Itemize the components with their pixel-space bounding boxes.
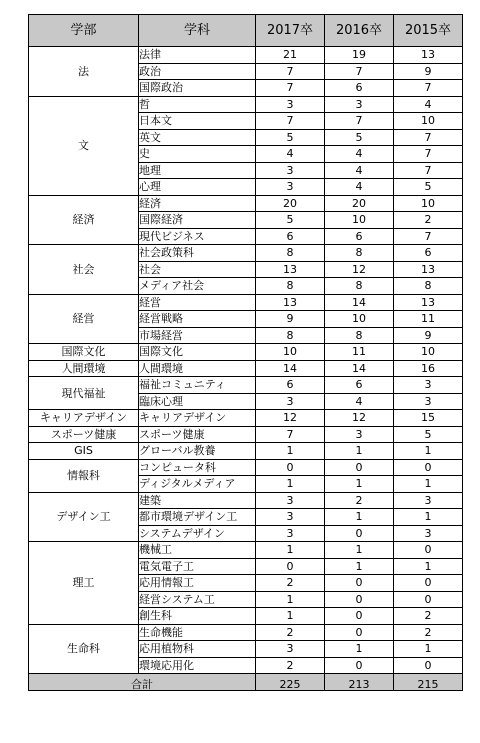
count-cell-2017: 7: [256, 63, 325, 80]
count-cell-2016: 19: [325, 47, 394, 64]
table-row: [29, 542, 463, 559]
header-row: [29, 15, 463, 47]
department-cell: キャリアデザイン: [139, 410, 256, 427]
count-cell-2015: 15: [394, 410, 463, 427]
count-cell-2016: 1: [325, 542, 394, 559]
department-cell: 都市環境デザイン工: [139, 509, 256, 526]
faculty-cell: 社会: [29, 245, 139, 295]
count-cell-2015: 8: [394, 278, 463, 295]
department-cell: 経営: [139, 294, 256, 311]
header-year-2016: 2016卒: [325, 15, 394, 47]
department-cell: 経営システム工: [139, 591, 256, 608]
department-cell: 臨床心理: [139, 393, 256, 410]
count-cell-2015: 1: [394, 509, 463, 526]
count-cell-2017: 5: [256, 212, 325, 229]
count-cell-2015: 1: [394, 443, 463, 460]
count-cell-2016: 12: [325, 261, 394, 278]
count-cell-2016: 0: [325, 657, 394, 674]
count-cell-2016: 0: [325, 624, 394, 641]
count-cell-2015: 9: [394, 327, 463, 344]
count-cell-2016: 4: [325, 179, 394, 196]
count-cell-2015: 3: [394, 393, 463, 410]
count-cell-2016: 11: [325, 344, 394, 361]
faculty-cell: 文: [29, 96, 139, 195]
count-cell-2016: 8: [325, 327, 394, 344]
count-cell-2017: 20: [256, 195, 325, 212]
count-cell-2015: 3: [394, 525, 463, 542]
faculty-cell: GIS: [29, 443, 139, 460]
department-cell: システムデザイン: [139, 525, 256, 542]
department-cell: 現代ビジネス: [139, 228, 256, 245]
table-row: [29, 360, 463, 377]
count-cell-2016: 10: [325, 311, 394, 328]
count-cell-2016: 4: [325, 146, 394, 163]
count-cell-2015: 9: [394, 63, 463, 80]
count-cell-2015: 3: [394, 377, 463, 394]
faculty-cell: 人間環境: [29, 360, 139, 377]
count-cell-2016: 14: [325, 294, 394, 311]
department-cell: 福祉コミュニティ: [139, 377, 256, 394]
faculty-cell: 法: [29, 47, 139, 97]
count-cell-2015: 2: [394, 624, 463, 641]
count-cell-2017: 13: [256, 261, 325, 278]
count-cell-2016: 1: [325, 476, 394, 493]
count-cell-2016: 5: [325, 129, 394, 146]
count-cell-2015: 10: [394, 344, 463, 361]
count-cell-2017: 1: [256, 608, 325, 625]
count-cell-2016: 1: [325, 558, 394, 575]
table-row: [29, 410, 463, 427]
count-cell-2015: 2: [394, 608, 463, 625]
department-cell: 哲: [139, 96, 256, 113]
department-cell: 社会政策科: [139, 245, 256, 262]
count-cell-2017: 2: [256, 575, 325, 592]
department-cell: 国際政治: [139, 80, 256, 97]
count-cell-2015: 0: [394, 542, 463, 559]
count-cell-2017: 3: [256, 393, 325, 410]
department-cell: 地理: [139, 162, 256, 179]
department-cell: 建築: [139, 492, 256, 509]
table-row: [29, 492, 463, 509]
count-cell-2015: 11: [394, 311, 463, 328]
count-cell-2017: 2: [256, 624, 325, 641]
count-cell-2017: 9: [256, 311, 325, 328]
count-cell-2015: 5: [394, 426, 463, 443]
count-cell-2015: 13: [394, 294, 463, 311]
faculty-cell: 現代福祉: [29, 377, 139, 410]
count-cell-2016: 4: [325, 393, 394, 410]
count-cell-2017: 3: [256, 641, 325, 658]
count-cell-2017: 1: [256, 443, 325, 460]
count-cell-2016: 14: [325, 360, 394, 377]
faculty-cell: スポーツ健康: [29, 426, 139, 443]
table-row: [29, 443, 463, 460]
total-cell-2015: 215: [394, 674, 463, 691]
department-cell: 市場経営: [139, 327, 256, 344]
count-cell-2017: 1: [256, 542, 325, 559]
table-row: [29, 624, 463, 641]
count-cell-2016: 1: [325, 641, 394, 658]
table-row: [29, 344, 463, 361]
count-cell-2017: 8: [256, 245, 325, 262]
count-cell-2017: 8: [256, 327, 325, 344]
count-cell-2016: 0: [325, 525, 394, 542]
department-cell: 国際文化: [139, 344, 256, 361]
count-cell-2017: 3: [256, 179, 325, 196]
department-cell: 英文: [139, 129, 256, 146]
count-cell-2017: 7: [256, 113, 325, 130]
count-cell-2015: 1: [394, 476, 463, 493]
department-cell: 電気電子工: [139, 558, 256, 575]
count-cell-2015: 0: [394, 575, 463, 592]
count-cell-2017: 4: [256, 146, 325, 163]
department-cell: 応用植物科: [139, 641, 256, 658]
count-cell-2016: 0: [325, 459, 394, 476]
count-cell-2017: 6: [256, 228, 325, 245]
total-cell-2016: 213: [325, 674, 394, 691]
department-cell: 環境応用化: [139, 657, 256, 674]
header-year-2015: 2015卒: [394, 15, 463, 47]
count-cell-2015: 16: [394, 360, 463, 377]
table-row: [29, 426, 463, 443]
count-cell-2015: 0: [394, 459, 463, 476]
count-cell-2015: 10: [394, 195, 463, 212]
faculty-cell: 生命科: [29, 624, 139, 674]
department-cell: ディジタルメディア: [139, 476, 256, 493]
count-cell-2017: 10: [256, 344, 325, 361]
header-year-2017: 2017卒: [256, 15, 325, 47]
count-cell-2017: 1: [256, 591, 325, 608]
faculty-cell: 国際文化: [29, 344, 139, 361]
graduates-table: [28, 14, 463, 691]
total-label: 合計: [29, 674, 256, 691]
count-cell-2016: 8: [325, 245, 394, 262]
count-cell-2015: 0: [394, 591, 463, 608]
department-cell: コンピュータ科: [139, 459, 256, 476]
table-row: [29, 47, 463, 64]
count-cell-2015: 10: [394, 113, 463, 130]
count-cell-2016: 12: [325, 410, 394, 427]
department-cell: 経営戦略: [139, 311, 256, 328]
count-cell-2017: 7: [256, 426, 325, 443]
count-cell-2017: 3: [256, 162, 325, 179]
count-cell-2017: 3: [256, 525, 325, 542]
department-cell: 法律: [139, 47, 256, 64]
total-cell-2017: 225: [256, 674, 325, 691]
department-cell: 人間環境: [139, 360, 256, 377]
count-cell-2017: 1: [256, 476, 325, 493]
count-cell-2015: 5: [394, 179, 463, 196]
count-cell-2016: 0: [325, 575, 394, 592]
count-cell-2016: 3: [325, 96, 394, 113]
total-row: [29, 674, 463, 691]
count-cell-2017: 6: [256, 377, 325, 394]
count-cell-2016: 1: [325, 443, 394, 460]
count-cell-2016: 8: [325, 278, 394, 295]
table-row: [29, 294, 463, 311]
count-cell-2015: 6: [394, 245, 463, 262]
count-cell-2016: 10: [325, 212, 394, 229]
department-cell: グローバル教養: [139, 443, 256, 460]
department-cell: 日本文: [139, 113, 256, 130]
department-cell: 心理: [139, 179, 256, 196]
count-cell-2016: 0: [325, 608, 394, 625]
department-cell: 政治: [139, 63, 256, 80]
department-cell: 社会: [139, 261, 256, 278]
count-cell-2017: 13: [256, 294, 325, 311]
department-cell: 生命機能: [139, 624, 256, 641]
count-cell-2015: 2: [394, 212, 463, 229]
count-cell-2016: 6: [325, 228, 394, 245]
count-cell-2016: 7: [325, 63, 394, 80]
count-cell-2017: 0: [256, 459, 325, 476]
table-row: [29, 195, 463, 212]
table-row: [29, 245, 463, 262]
department-cell: 応用情報工: [139, 575, 256, 592]
count-cell-2017: 2: [256, 657, 325, 674]
count-cell-2017: 3: [256, 492, 325, 509]
table-body: [29, 47, 463, 691]
count-cell-2017: 14: [256, 360, 325, 377]
faculty-cell: 経営: [29, 294, 139, 344]
faculty-cell: デザイン工: [29, 492, 139, 542]
count-cell-2015: 4: [394, 96, 463, 113]
header-faculty: 学部: [29, 15, 139, 47]
count-cell-2016: 20: [325, 195, 394, 212]
count-cell-2016: 2: [325, 492, 394, 509]
table-row: [29, 459, 463, 476]
count-cell-2015: 3: [394, 492, 463, 509]
table-row: [29, 377, 463, 394]
count-cell-2015: 0: [394, 657, 463, 674]
count-cell-2016: 6: [325, 377, 394, 394]
count-cell-2017: 7: [256, 80, 325, 97]
faculty-cell: 理工: [29, 542, 139, 625]
count-cell-2015: 7: [394, 162, 463, 179]
department-cell: 創生科: [139, 608, 256, 625]
count-cell-2017: 21: [256, 47, 325, 64]
count-cell-2016: 6: [325, 80, 394, 97]
count-cell-2015: 13: [394, 47, 463, 64]
count-cell-2015: 7: [394, 146, 463, 163]
department-cell: 経済: [139, 195, 256, 212]
count-cell-2016: 7: [325, 113, 394, 130]
department-cell: スポーツ健康: [139, 426, 256, 443]
faculty-cell: キャリアデザイン: [29, 410, 139, 427]
department-cell: メディア社会: [139, 278, 256, 295]
department-cell: 国際経済: [139, 212, 256, 229]
faculty-cell: 情報科: [29, 459, 139, 492]
count-cell-2017: 12: [256, 410, 325, 427]
faculty-cell: 経済: [29, 195, 139, 245]
count-cell-2015: 7: [394, 228, 463, 245]
count-cell-2015: 1: [394, 558, 463, 575]
department-cell: 機械工: [139, 542, 256, 559]
count-cell-2015: 7: [394, 129, 463, 146]
count-cell-2015: 1: [394, 641, 463, 658]
count-cell-2017: 5: [256, 129, 325, 146]
count-cell-2016: 1: [325, 509, 394, 526]
count-cell-2016: 3: [325, 426, 394, 443]
count-cell-2017: 3: [256, 509, 325, 526]
header-department: 学科: [139, 15, 256, 47]
count-cell-2016: 4: [325, 162, 394, 179]
count-cell-2015: 7: [394, 80, 463, 97]
count-cell-2017: 8: [256, 278, 325, 295]
count-cell-2015: 13: [394, 261, 463, 278]
count-cell-2017: 0: [256, 558, 325, 575]
department-cell: 史: [139, 146, 256, 163]
count-cell-2016: 0: [325, 591, 394, 608]
count-cell-2017: 3: [256, 96, 325, 113]
table-row: [29, 96, 463, 113]
